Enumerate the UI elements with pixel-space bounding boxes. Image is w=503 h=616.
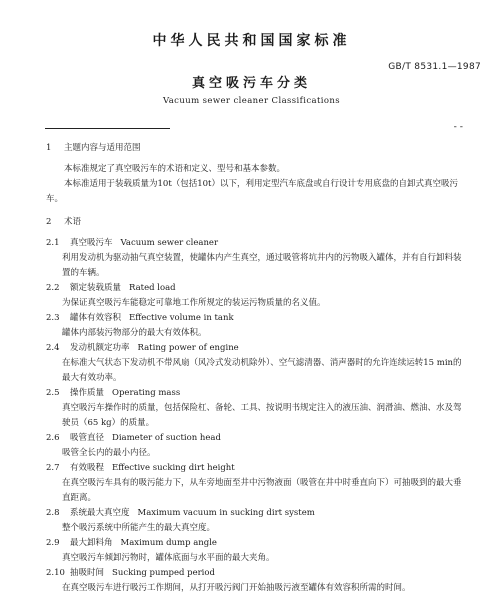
term-name: 系统最大真空度 [70, 508, 130, 518]
term-name: 罐体有效容积 [70, 313, 122, 323]
terms-list [46, 236, 466, 596]
term-definition: 吸管全长内的最小内径。 [62, 448, 156, 458]
term-name: 发动机额定功率 [70, 343, 130, 353]
term-english: Diameter of suction head [112, 433, 221, 443]
term-english: Rated load [129, 283, 176, 293]
document-body [46, 141, 466, 596]
term-english: Effective sucking dirt height [112, 463, 235, 473]
title-divider [45, 128, 170, 129]
term-name: 吸管直径 [70, 433, 105, 443]
term-number: 2.5 [46, 388, 60, 398]
term-definition: 为保证真空吸污车能稳定可靠地工作所规定的装运污物质量的名义值。 [62, 298, 326, 308]
term-definition: 在真空吸污车进行吸污工作期间，从打开吸污阀门开始抽吸污液至罐体有效容积所需的时间。 [62, 583, 411, 593]
scope-paragraph-1: 本标准规定了真空吸污车的术语和定义、型号和基本参数。 [64, 164, 286, 174]
term-number: 2.10 [46, 568, 65, 578]
term-entry [46, 566, 466, 596]
term-definition: 真空吸污车操作时的质量，包括保险杠、备轮、工具、按说明书规定注入的液压油、润滑油、燃油、水及驾驶员（65 kg）的质量。 [62, 403, 462, 428]
document-title: 真空吸污车分类 [191, 76, 311, 91]
document-subtitle-english: Vacuum sewer cleaner Classifications [162, 96, 341, 106]
standard-type-header: 中华人民共和国国家标准 [152, 33, 351, 49]
term-number: 2.4 [46, 343, 60, 353]
term-english: Effective volume in tank [129, 313, 234, 323]
term-number: 2.3 [46, 313, 60, 323]
term-english: Rating power of engine [137, 343, 239, 353]
term-number: 2.7 [46, 463, 60, 473]
term-number: 2.6 [46, 433, 60, 443]
term-definition: 整个吸污系统中所能产生的最大真空度。 [62, 523, 216, 533]
section-title: 术语 [64, 217, 82, 227]
term-definition: 在标准大气状态下发动机不带风扇（风冷式发动机除外）、空气滤清器、消声器时的允许连续运转15 min的最大有效功率。 [62, 358, 462, 383]
term-english: Maximum dump angle [120, 538, 217, 548]
term-entry [46, 281, 466, 311]
section-number: 2 [46, 217, 52, 227]
term-number: 2.9 [46, 538, 60, 548]
term-number: 2.2 [46, 283, 60, 293]
term-entry [46, 386, 466, 431]
term-name: 操作质量 [70, 388, 105, 398]
term-entry [46, 461, 466, 506]
term-name: 最大卸料角 [70, 538, 113, 548]
scope-paragraph-2: 本标准适用于装载质量为10t（包括10t）以下，利用定型汽车底盘或自行设计专用底盘的自卸式真空吸污车。 [46, 179, 458, 204]
term-number: 2.1 [46, 238, 60, 248]
section-heading-scope [46, 141, 466, 156]
term-entry [46, 311, 466, 341]
standard-code: GB/T 8531.1—1987 [388, 62, 481, 72]
section-heading-terms [46, 215, 466, 230]
term-english: Vacuum sewer cleaner [120, 238, 219, 248]
term-definition: 真空吸污车倾卸污物时，罐体底面与水平面的最大夹角。 [62, 553, 275, 563]
term-definition: 罐体内部装污物部分的最大有效体积。 [62, 328, 207, 338]
term-entry [46, 431, 466, 461]
term-number: 2.8 [46, 508, 60, 518]
term-name: 真空吸污车 [70, 238, 113, 248]
term-english: Sucking pumped period [112, 568, 215, 578]
term-name: 抽吸时间 [70, 568, 105, 578]
term-english: Maximum vacuum in sucking dirt system [137, 508, 315, 518]
term-name: 额定装载质量 [70, 283, 122, 293]
term-entry [46, 506, 466, 536]
section-title: 主题内容与适用范围 [64, 143, 141, 153]
term-entry [46, 236, 466, 281]
term-definition: 利用发动机为驱动抽气真空装置，使罐体内产生真空，通过吸管将坑井内的污物吸入罐体，并有自行卸料装置的车辆。 [62, 253, 462, 278]
term-entry [46, 341, 466, 386]
term-english: Operating mass [112, 388, 181, 398]
term-definition: 在真空吸污车具有的吸污能力下，从车旁地面至井中污物液面（吸管在井中时垂直向下）可抽吸到的最大垂直距离。 [62, 478, 462, 503]
term-name: 有效吸程 [70, 463, 105, 473]
term-entry [46, 536, 466, 566]
divider-tick: - - [453, 122, 463, 132]
section-number: 1 [46, 143, 52, 153]
